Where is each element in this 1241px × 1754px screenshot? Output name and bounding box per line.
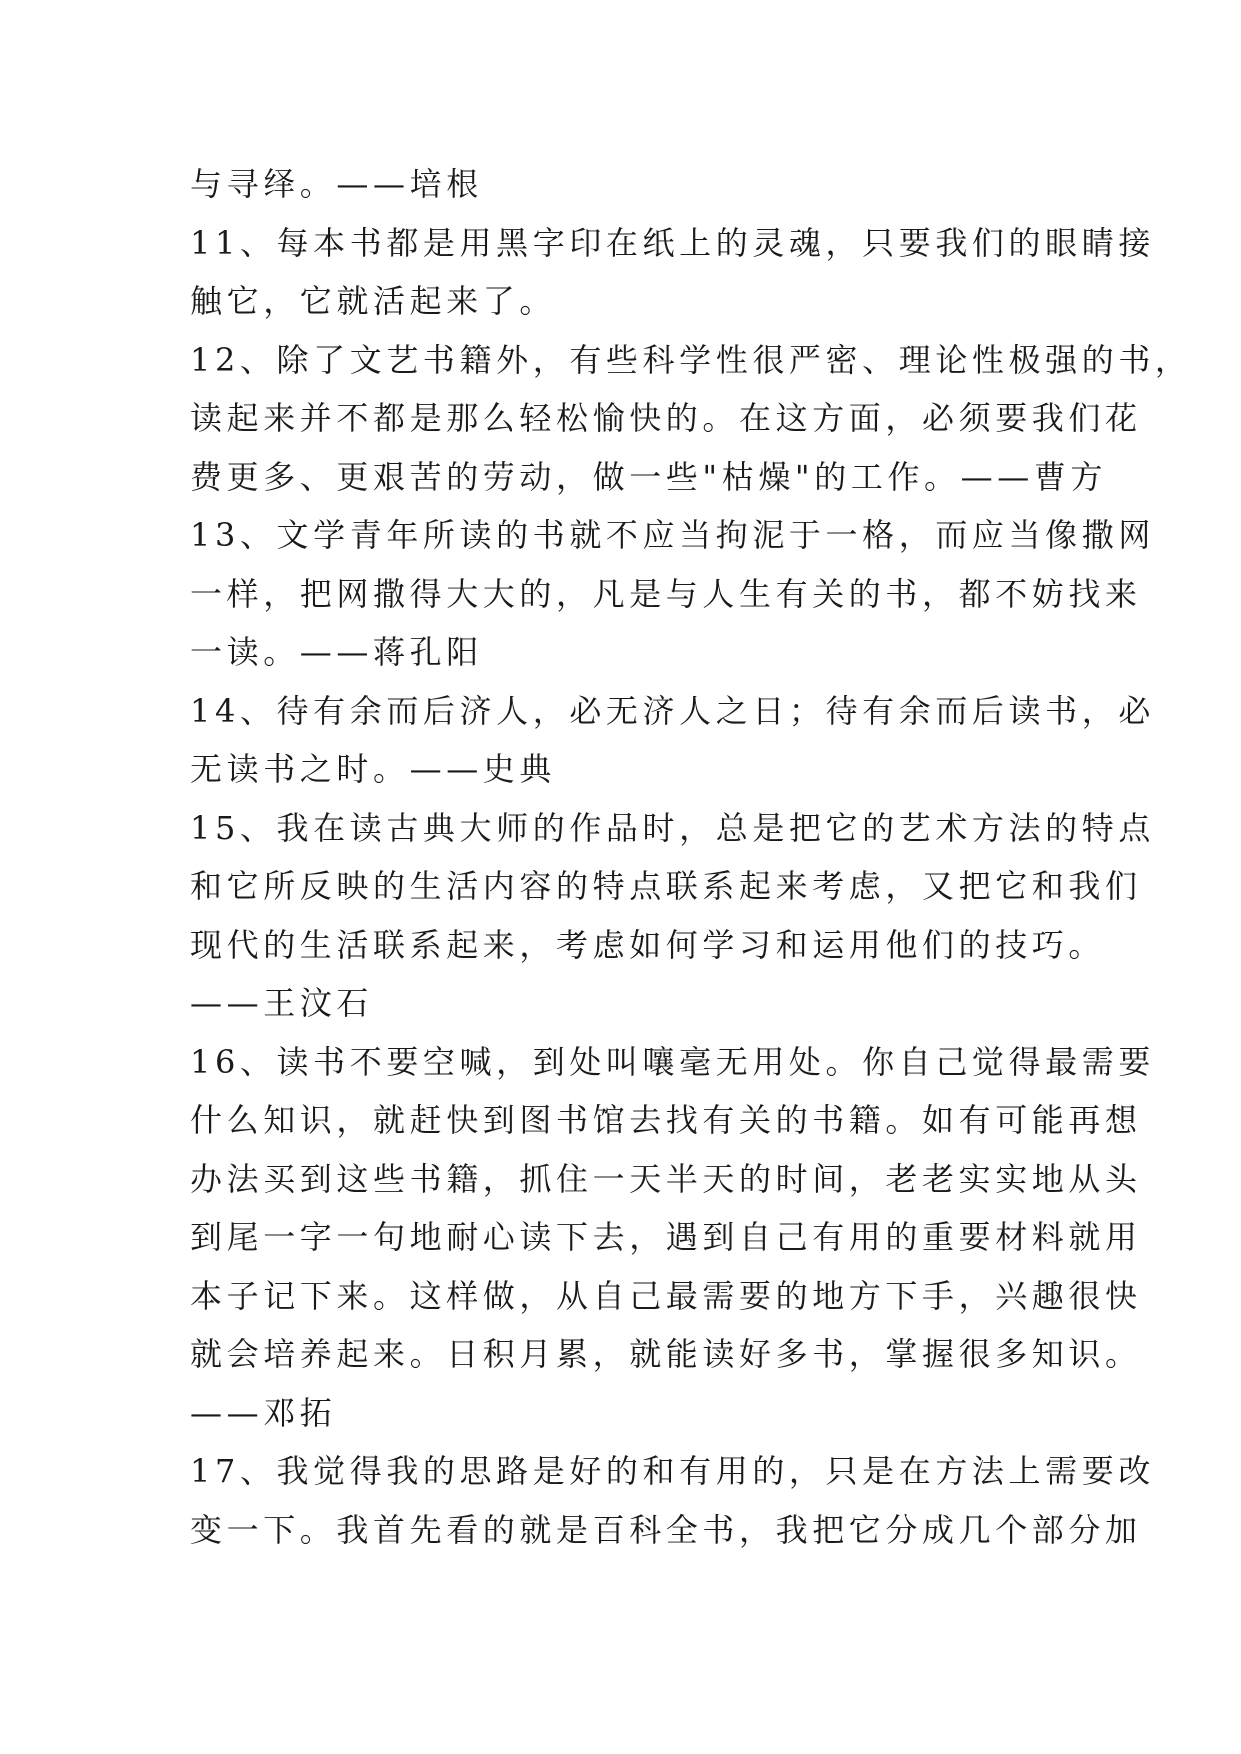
- text-line: 一读。——蒋孔阳: [190, 633, 483, 671]
- text-line: 与寻绎。——培根: [190, 165, 483, 203]
- text-line: 本子记下来。这样做，从自己最需要的地方下手，兴趣很快: [190, 1276, 1142, 1315]
- text-line: 无读书之时。——史典: [190, 750, 557, 788]
- text-line: ——王汶石: [190, 984, 374, 1022]
- text-line: 读起来并不都是那么轻松愉快的。在这方面，必须要我们花: [190, 399, 1142, 437]
- text-line: 触它，它就活起来了。: [190, 282, 557, 320]
- text-line: 到尾一字一句地耐心读下去，遇到自己有用的重要材料就用: [190, 1218, 1142, 1256]
- text-line: 费更多、更艰苦的劳动，做一些"枯燥"的工作。——曹方: [190, 457, 1108, 496]
- text-line: 就会培养起来。日积月累，就能读好多书，掌握很多知识。: [190, 1335, 1142, 1373]
- text-line: 15、我在读古典大师的作品时，总是把它的艺术方法的特点: [190, 808, 1155, 847]
- text-line: 现代的生活联系起来，考虑如何学习和运用他们的技巧。: [190, 925, 1106, 964]
- text-line: 14、待有余而后济人，必无济人之日；待有余而后读书，必: [190, 691, 1155, 730]
- text-line: 13、文学青年所读的书就不应当拘泥于一格，而应当像撒网: [190, 516, 1155, 554]
- text-line: 11、每本书都是用黑字印在纸上的灵魂，只要我们的眼睛接: [190, 223, 1155, 262]
- text-line: 12、除了文艺书籍外，有些科学性很严密、理论性极强的书，: [190, 340, 1192, 379]
- text-line: 17、我觉得我的思路是好的和有用的，只是在方法上需要改: [190, 1452, 1155, 1490]
- text-line: 和它所反映的生活内容的特点联系起来考虑，又把它和我们: [190, 867, 1142, 905]
- text-line: 什么知识，就赶快到图书馆去找有关的书籍。如有可能再想: [190, 1101, 1142, 1139]
- text-line: 变一下。我首先看的就是百科全书，我把它分成几个部分加: [190, 1510, 1142, 1549]
- text-line: 一样，把网撒得大大的，凡是与人生有关的书，都不妨找来: [190, 574, 1142, 613]
- text-line: ——邓拓: [190, 1393, 337, 1432]
- body-text: [190, 155, 1192, 1559]
- text-line: 办法买到这些书籍，抓住一天半天的时间，老老实实地从头: [190, 1159, 1142, 1198]
- text-line: 16、读书不要空喊，到处叫嚷毫无用处。你自己觉得最需要: [190, 1042, 1155, 1081]
